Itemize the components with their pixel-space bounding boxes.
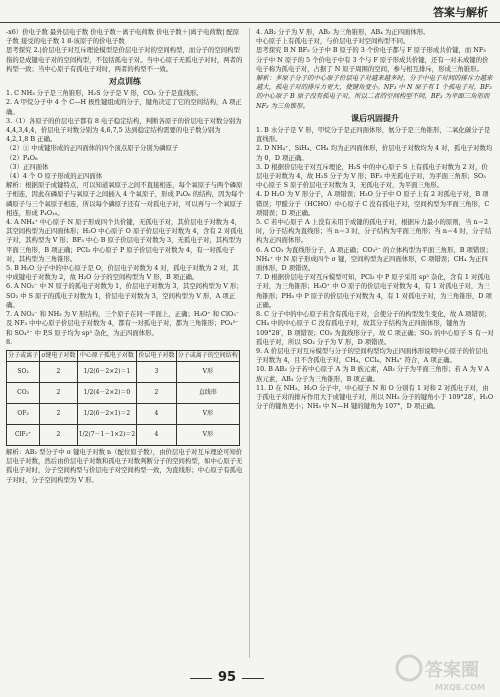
right-item-6: 7. D 根据价层电子对互斥模型可知，PCl₃ 中 P 原子采用 sp³ 杂化，含有 1 对孤电子对，为三角锥形；H₃O⁺ 中 O 原子的价层电子对数为 4，有 1 对孤电子对，为三角锥形；PH₃ 中 P 原子的价层电子对数为 4，有 1 对孤电子对，为三角锥形，D 项正确。: [256, 273, 492, 309]
table-cell: V形: [176, 424, 239, 445]
left-after-table-0: 解析：AB₂ 型分子中 σ 键电子对数 n（配位原子数），由价层电子对互斥理论可知价层电子对数，然后由价层电子对数和孤电子对数判断分子的空间构型，如中心原子无孤电子对时，分子空间构型与价层电子对空间构型一致，为直线形；中心原子有孤电子对时，分子空间构型为 V 形。: [6, 447, 243, 484]
left-item-6: （4）4 个 O 原子形成的正四面体: [6, 172, 103, 181]
right-item-10: 11. D 在 NH₃、H₂O 分子中，中心原子 N 和 O 分别有 1 对和 2 对孤电子对，由于孤电子对的排斥作用大于成键电子对，所以 NH₃ 分子的键角小于 109°28′，H₂O 分子的键角更小；NH₃ 中 N—H 键的键角为 107°，D 项正确。: [256, 383, 494, 411]
right-item-8: 9. A 价层电子对互斥模型与分子的空间构型均为正四面体形说明中心原子的价层电子对数为 4，且不含孤电子对，CH₄、CCl₄、NH₄⁺ 符合，A 项正确。: [256, 346, 489, 365]
left-item-3: （2）① 中成键形成的正四面体的四个顶点原子分别为磷原子: [6, 144, 179, 153]
table-cell: OF₂: [7, 403, 40, 424]
page-number-rule-left: [190, 678, 212, 679]
table-cell: 1/2(4－2×2)＝0: [77, 382, 137, 403]
section-title-practice: 对点训练: [109, 77, 141, 87]
table-cell: 2: [40, 403, 77, 424]
table-cell: SO₂: [7, 361, 40, 382]
page-number: [218, 670, 236, 685]
left-item-7: 解析：根据原子成键特点，可以知道氧原子之间不直接相连，每个氧原子与两个磷原子相连，因此在磷原子与氧原子之间插入 4 个氧原子，形成 P₄O₆ 的结构，因为每个磷原子与三个氧原子相连，所以每个磷原子还有一对孤电子对，可以再与一个氧原子相连，形成 P₄O₁₀。: [6, 181, 244, 217]
table-header: 分子或离子: [7, 350, 40, 361]
table-cell: 2: [137, 382, 176, 403]
right-item-5: 6. A CO₂ 为直线形分子，A 项正确；CO₃²⁻ 的立体构型为平面三角形，B 项错误；NH₄⁺ 中 N 原子形成四个 σ 键，空间构型为正四面体形，C 项错误；CH₄ 为正四面体形，D 项错误。: [256, 245, 493, 273]
right-item-9: 10. B AB₃ 分子若中心原子 A 为 B 族元素，AB₃ 分子为平面三角形；若 A 为 V A 族元素，AB₃ 分子为三角锥形，B 项正确。: [256, 365, 490, 383]
left-item-10: 6. A NO₂⁻ 中 N 原子的孤电子对数为 1，价层电子对数为 3，其空间构型为 V 形；SO₂ 中 S 原子的孤电子对数为 1，价层电子对数为 3，空间构型为 V 形，A 项正确。: [6, 282, 243, 309]
watermark-text: 答案圈: [425, 660, 479, 681]
table-header: 价层电子对数: [137, 350, 176, 361]
left-item-2: 3.（1）各原子的价层电子都有 8 电子稳定结构，判断各原子的价层电子对数分别为 4,4,3,4,4，价层电子对数分别为 4,6,7,5 达到稳定结构需要的电子数分别为 4,2,1,8 B 正确。: [6, 116, 242, 144]
table-cell: 4: [137, 424, 176, 445]
left-item-12: 8.: [6, 337, 13, 346]
left-intro-0: -x6）价电子数 最外层电子数 价电子数－离子电荷数 价电子数＋|离子电荷数| 配原子数 接受的电子数 1 8-该原子的价电子数: [6, 28, 240, 46]
table-cell: 2: [40, 382, 77, 403]
table-header: 分子或离子的空间结构: [176, 350, 239, 361]
right-top-2: 思考探究 B N BF₃ 分子中 B 原子的 3 个价电子都与 F 原子形成共价键，而 NF₃ 分子中 N 原子的 5 个价电子中有 3 个与 F 原子形成共价键，还有一对未成键的价电子称为孤电子对，占据了 N 原子周围的空间，参与相互排斥，形成三角锥形。: [256, 46, 489, 73]
table-row: [7, 424, 240, 445]
right-analysis: 解析：多原子分子的中心原子价层电子对越来越多时，分子中电子对间的排斥力越来越大，孤电子对的排斥力更大，使键角变小。NF₃ 中 N 原子有 1 个孤电子对，BF₃ 的中心原子 B 原子没有孤电子对，所以二者的空间构型不同，BF₃ 为平面三角形而 NF₃ 为三角锥形。: [256, 74, 493, 110]
left-item-1: 2. A 甲烷分子中 4 个 C—H 极性键组成的分子，键角决定了它的空间结构，A 项正确。: [6, 98, 242, 116]
table-cell: V形: [176, 403, 239, 424]
table-header: σ键电子对数: [40, 350, 77, 361]
right-item-0: 1. B 水分子是 V 形，甲烷分子是正四面体形，氨分子是三角锥形，二氧化碳分子是直线形。: [256, 126, 491, 144]
table-row: [7, 403, 240, 424]
page-number-rule-right: [242, 678, 264, 679]
table-cell: 1/2(6－2×2)＝1: [77, 361, 137, 382]
table-row: [7, 382, 240, 403]
table-cell: 3: [137, 361, 176, 382]
table-cell: ClF₂⁺: [7, 424, 40, 445]
table-cell: V形: [176, 361, 239, 382]
answer-table: [6, 350, 240, 446]
table-header: 中心原子孤电子对数: [77, 350, 137, 361]
left-item-4: （2）P₄O₆: [6, 153, 38, 162]
table-cell: 4: [137, 403, 176, 424]
header-title: 答案与解析: [433, 6, 488, 19]
table-cell: 2: [40, 424, 77, 445]
left-column: [6, 28, 244, 485]
right-item-7: 8. C 分子中的中心原子若含有孤电子对，会使分子的构型发生变化，故 A 项错误；CH₄ 中的中心原子 C 没有孤电子对，故其分子结构为正四面体形，键角为 109°28′，B 项错误；CO₂ 为直线形分子，故 C 项正确；SO₂ 的中心原子 S 有一对孤电子对，所以 SO₂ 分子为 V 形，D 项错误。: [256, 310, 494, 346]
left-intro-1: 思考探究 2.|价层电子对互斥理论模型是价层电子对的空间构型，而分子的空间构型指的是成键电子对的空间构型，不包括孤电子对。当中心原子无孤电子对时，两者的构型一致；当中心原子有孤电子对时，两者的构型不一致。: [6, 46, 243, 73]
table-cell: 2: [40, 361, 77, 382]
left-item-9: 5. B H₂O 分子中的中心原子是 O，价层电子对数为 4 对，孤电子对数为 2 对，其中成键电子对数为 2，故 H₂O 分子的空间构型为 V 形，B 项正确。: [6, 264, 239, 282]
table-cell: 1/2(7－1－1×2)＝2: [77, 424, 137, 445]
right-item-3: 4. D H₂O 为 V 形分子，A 项错误；H₂O 分子中 O 原子上有 2 对孤电子对，B 项错误；甲醛分子（HCHO）中心原子 C 没有孤电子对，空间构型为平面三角形，C 项错误；D 项正确。: [256, 190, 490, 217]
left-item-8: 4. A NH₄⁺ 中心原子 N 原子形成四个共价键，无孤电子对，其价层电子对数为 4，其空间构型为正四面体形；H₂O 中心原子 O 原子价层电子对数为 4，含有 2 对孤电子对，其构型为 V 形；BF₃ 中心 B 原子价层电子对数为 3，无孤电子对，其构型为平面三角形，B 项正确；PCl₃ 中心原子 P 原子价层电子对数为 4，有一对孤电子对，其构型为三角锥形。: [6, 218, 244, 263]
right-item-1: 2. D NH₄⁺、SiH₄、CH₄ 均为正四面体形，价层电子对数均为 4 对，孤电子对数均为 0，D 项正确。: [256, 144, 493, 162]
right-top-0: 4. AB₂ 分子为 V 形，AB₃ 为三角锥形，AB₄ 为正四面体形。: [256, 28, 430, 36]
table-cell: 直线形: [176, 382, 239, 403]
watermark-subtext: MXQE.COM: [435, 683, 486, 692]
right-item-2: 3. D 根据价层电子对互斥理论，H₂S 中的中心原子 S 上有孤电子对数为 2 对，价层电子对数为 4，故 H₂S 分子为 V 形；BF₃ 中无孤电子对，为平面三角形；SO₃ 中心原子 S 原子价层电子对数为 3，无孤电子对，为平面三角形。: [256, 162, 488, 190]
page-header: [0, 0, 500, 23]
table-row: [7, 361, 240, 382]
section-title-review: 课后巩固提升: [351, 113, 399, 123]
left-item-5: （3）正四面体: [6, 162, 49, 171]
left-item-0: 1. C NH₃ 分子是三角锥形，H₂S 分子是 V 形，CO₂ 分子是直线形。: [6, 89, 203, 98]
watermark-ring-icon: [397, 656, 421, 680]
table-header-row: [7, 350, 240, 361]
right-item-4: 5. C 若中心原子 A 上没有未用于成键的孤电子对，根据斥力最小的原则，当 n＝2 时，分子结构为直线形；当 n＝3 时，分子结构为平面三角形；当 n＝4 时，分子结构为正四面体形。: [256, 218, 492, 245]
column-divider: [249, 28, 250, 658]
table-cell: CO₂: [7, 382, 40, 403]
right-column: [256, 28, 494, 411]
right-top-1: 中心原子上有孤电子对，与价层电子对空间构型不同。: [256, 37, 410, 46]
watermark-logo: [395, 650, 497, 694]
left-item-11: 7. A NO₃⁻ 和 NH₃ 为 V 形结构，三个原子在同一平面上，正确；H₃O⁺ 和 ClO₃⁻ 及 NF₃ 中中心原子价层电子对数为 4，都有一对孤电子对，都为三角锥形；PO₄³⁻ 和 SO₄²⁻ 中 P,S 原子均为 sp³ 杂化，为正四面体形。: [6, 310, 240, 337]
page-number-text: 95: [218, 670, 237, 685]
table-cell: 1/2(6－2×1)＝2: [77, 403, 137, 424]
